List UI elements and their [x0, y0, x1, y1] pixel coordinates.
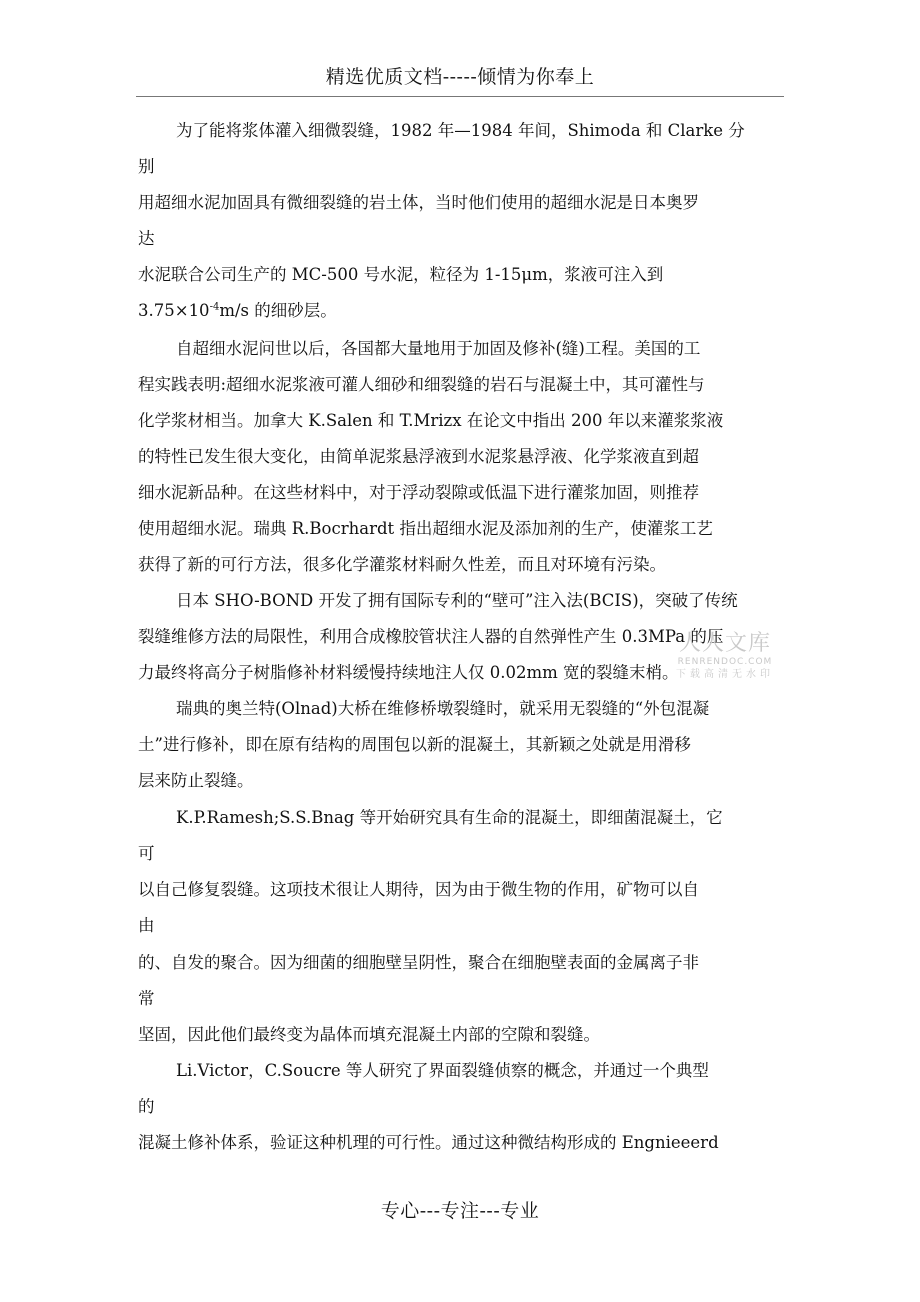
text-segment: 3.75×10 — [138, 301, 210, 320]
text-line: 细水泥新品种。在这些材料中，对于浮动裂隙或低温下进行灌浆加固，则推荐 — [138, 483, 699, 502]
watermark-title: 人人文库 — [678, 631, 771, 656]
text-line: 自超细水泥问世以后，各国都大量地用于加固及修补(缝)工程。美国的工 — [176, 339, 701, 358]
watermark — [670, 632, 780, 682]
text-line: 水泥联合公司生产的 MC-500 号水泥，粒径为 1-15μm，浆液可注入到 — [138, 265, 664, 284]
text-line: 的特性已发生很大变化，由简单泥浆悬浮液到水泥浆悬浮液、化学浆液直到超 — [138, 447, 699, 466]
text-segment: m/s 的细砂层。 — [219, 301, 337, 320]
text-line: 瑞典的奥兰特(Olnad)大桥在维修桥墩裂缝时，就采用无裂缝的“外包混凝 — [176, 699, 710, 718]
text-line: K.P.Ramesh;S.S.Bnag 等开始研究具有生命的混凝土，即细菌混凝土，它 — [176, 808, 723, 827]
text-line: 以自己修复裂缝。这项技术很让人期待，因为由于微生物的作用，矿物可以自 — [138, 880, 699, 899]
text-line: 坚固，因此他们最终变为晶体而填充混凝土内部的空隙和裂缝。 — [138, 1025, 600, 1044]
text-line: 的、自发的聚合。因为细菌的细胞壁呈阴性，聚合在细胞壁表面的金属离子非 — [138, 953, 699, 972]
text-line: 混凝土修补体系，验证这种机理的可行性。通过这种微结构形成的 Engnieeerd — [138, 1133, 719, 1152]
text-line: 土”进行修补，即在原有结构的周围包以新的混凝土，其新颖之处就是用滑移 — [138, 735, 691, 754]
text-line: 达 — [138, 229, 155, 248]
page-header — [136, 62, 784, 97]
text-line: 化学浆材相当。加拿大 K.Salen 和 T.Mrizx 在论文中指出 200 年以来灌浆浆液 — [138, 411, 724, 430]
header-title: 精选优质文档-----倾情为你奉上 — [325, 66, 595, 88]
text-line: 使用超细水泥。瑞典 R.Bocrhardt 指出超细水泥及添加剂的生产，使灌浆工艺 — [138, 519, 713, 538]
exponent: -4 — [209, 301, 220, 313]
text-line: 别 — [138, 157, 155, 176]
text-line: 裂缝维修方法的局限性，利用合成橡胶管状注人器的自然弹性产生 0.3MPa 的压 — [138, 627, 724, 646]
text-line: 获得了新的可行方法，很多化学灌浆材料耐久性差，而且对环境有污染。 — [138, 555, 666, 574]
text-line: 日本 SHO-BOND 开发了拥有国际专利的“壁可”注入法(BCIS)，突破了传统 — [176, 591, 738, 610]
text-line: 层来防止裂缝。 — [138, 771, 254, 790]
page-footer: 专心---专注---专业 — [380, 1200, 540, 1222]
text-line: 力最终将高分子树脂修补材料缓慢持续地注人仅 0.02mm 宽的裂缝末梢。 — [138, 663, 679, 682]
text-line: 由 — [138, 916, 155, 935]
text-line: 的 — [138, 1097, 155, 1116]
text-line: 程实践表明:超细水泥浆液可灌人细砂和细裂缝的岩石与混凝土中，其可灌性与 — [138, 375, 705, 394]
text-line: 为了能将浆体灌入细微裂缝，1982 年—1984 年间，Shimoda 和 Clarke 分 — [176, 121, 745, 140]
text-line: 用超细水泥加固具有微细裂缝的岩土体，当时他们使用的超细水泥是日本奥罗 — [138, 193, 699, 212]
watermark-subtitle: 下载高清无水印 — [676, 669, 774, 680]
text-line: 常 — [138, 989, 155, 1008]
text-line: Li.Victor，C.Soucre 等人研究了界面裂缝侦察的概念，并通过一个典型 — [176, 1061, 709, 1080]
text-line-with-exponent — [138, 301, 337, 321]
watermark-url: RENRENDOC.COM — [677, 657, 773, 667]
text-line: 可 — [138, 844, 155, 863]
